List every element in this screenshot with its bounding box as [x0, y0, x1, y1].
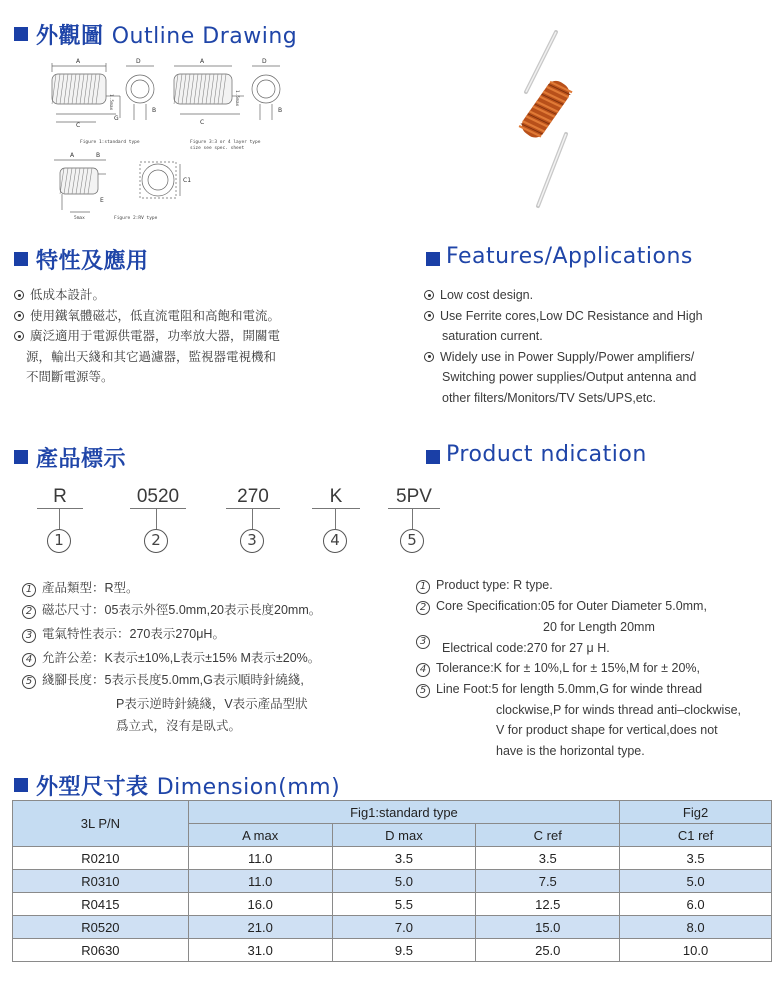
number-icon: 3 — [416, 635, 430, 649]
code-number-3: 3 — [240, 529, 264, 553]
feature-en-3: Widely use in Power Supply/Power amplifiers/ — [424, 347, 764, 368]
dimension-heading-cn: 外型尺寸表 — [36, 775, 149, 800]
code-number-5: 5 — [400, 529, 424, 553]
number-icon: 2 — [416, 601, 430, 615]
bullet-icon — [424, 352, 434, 362]
feature-cn-3: 廣泛適用于電源供電器，功率放大器，開關電 — [14, 326, 314, 347]
feature-cn-2: 使用鐵氧體磁芯，低直流電阻和高飽和電流。 — [14, 306, 314, 327]
naming-en-5: 5 Line Foot:5 for length 5.0mm,G for winde thread — [416, 682, 702, 698]
naming-cn-2: 2 磁芯尺寸：05表示外徑5.0mm,20表示長度20mm。 — [22, 600, 321, 619]
section-marker — [14, 27, 28, 41]
fig3-caption: Figure 3:3 or 4 layer type — [190, 140, 261, 145]
table-cell: R0310 — [13, 870, 189, 893]
bullet-icon — [14, 331, 24, 341]
fig2-caption: Figure 2:RV type — [114, 216, 158, 221]
features-heading-en: Features/Applications — [446, 244, 693, 269]
outline-heading — [36, 19, 297, 50]
table-cell: 5.5 — [332, 893, 476, 916]
table-cell: 3.5 — [620, 847, 772, 870]
code-part-5: 5PV — [388, 486, 440, 509]
table-cell: R0210 — [13, 847, 189, 870]
section-marker — [14, 252, 28, 266]
naming-en-5-cont3: have is the horizontal type. — [496, 744, 645, 758]
table-cell: 11.0 — [188, 847, 332, 870]
code-number-2: 2 — [144, 529, 168, 553]
table-row — [13, 893, 772, 916]
naming-cn-5-cont2: 爲立式，沒有是臥式。 — [116, 719, 242, 733]
features-list-cn — [14, 285, 314, 388]
table-cell: 9.5 — [332, 939, 476, 962]
outline-heading-en: Outline Drawing — [111, 24, 298, 49]
naming-en-1: 1 Product type: R type. — [416, 578, 553, 594]
naming-cn-5: 5 綫腳長度：5表示長度5.0mm,G表示順時針繞綫, — [22, 670, 304, 689]
feature-en-1: Low cost design. — [424, 285, 764, 306]
header-d-max: D max — [332, 824, 476, 847]
bullet-icon — [14, 290, 24, 300]
table-cell: R0415 — [13, 893, 189, 916]
naming-heading-en: Product ndication — [446, 442, 647, 467]
naming-cn-1: 1 產品類型：R型。 — [22, 578, 139, 597]
table-cell: 3.5 — [332, 847, 476, 870]
naming-en-2-cont: 20 for Length 20mm — [543, 620, 655, 634]
table-cell: 10.0 — [620, 939, 772, 962]
table-cell: 16.0 — [188, 893, 332, 916]
label-c1: C1 — [183, 177, 192, 184]
naming-en-2: 2 Core Specification:05 for Outer Diameter 5.0mm, — [416, 599, 707, 615]
table-cell: 11.0 — [188, 870, 332, 893]
number-icon: 2 — [22, 605, 36, 619]
code-part-4: K — [312, 486, 360, 509]
table-cell: R0630 — [13, 939, 189, 962]
number-icon: 3 — [22, 629, 36, 643]
feature-en-3-cont: Switching power supplies/Output antenna and — [442, 370, 697, 384]
table-cell: 21.0 — [188, 916, 332, 939]
label-b2: B — [278, 107, 283, 114]
features-list-en — [424, 285, 764, 408]
header-c1-ref: C1 ref — [620, 824, 772, 847]
label-e: E — [100, 197, 104, 204]
table-cell: 5.0 — [332, 870, 476, 893]
header-a-max: A max — [188, 824, 332, 847]
table-cell: 7.0 — [332, 916, 476, 939]
naming-cn-4: 4 允許公差：K表示±10%,L表示±15% M表示±20%。 — [22, 648, 320, 667]
outline-heading-cn: 外觀圖 — [36, 24, 104, 49]
bullet-icon — [424, 290, 434, 300]
label-1-5max: 1.5max — [108, 94, 113, 111]
leader-line — [335, 509, 336, 529]
dimension-heading-en: Dimension(mm) — [156, 775, 341, 800]
feature-en-2-cont: saturation current. — [442, 329, 543, 343]
label-c2: C — [200, 119, 205, 126]
inductor-photo — [500, 30, 590, 210]
dimension-table — [12, 800, 772, 962]
feature-en-2: Use Ferrite cores,Low DC Resistance and High — [424, 306, 764, 327]
leader-line — [59, 509, 60, 529]
section-marker — [426, 450, 440, 464]
bullet-icon — [424, 311, 434, 321]
table-cell: 12.5 — [476, 893, 620, 916]
features-heading-cn: 特性及應用 — [36, 249, 149, 274]
header-c-ref: C ref — [476, 824, 620, 847]
label-a2: A — [200, 58, 205, 65]
section-marker — [14, 778, 28, 792]
code-part-3: 270 — [226, 486, 280, 509]
table-cell: 25.0 — [476, 939, 620, 962]
label-a: A — [76, 58, 81, 65]
number-icon: 1 — [22, 583, 36, 597]
table-cell: 7.5 — [476, 870, 620, 893]
label-d: D — [136, 58, 141, 65]
table-cell: 8.0 — [620, 916, 772, 939]
naming-cn-3: 3 電氣特性表示：270表示270μH。 — [22, 624, 225, 643]
naming-en-5-cont: clockwise,P for winds thread anti–clockwise, — [496, 703, 742, 717]
table-row — [13, 870, 772, 893]
outline-drawing — [40, 52, 300, 228]
number-icon: 1 — [416, 580, 430, 594]
table-cell: 6.0 — [620, 893, 772, 916]
table-row — [13, 847, 772, 870]
table-cell: 5.0 — [620, 870, 772, 893]
code-part-1: R — [37, 486, 83, 509]
fig3-caption-2: size see spec. sheet — [190, 146, 245, 151]
label-d2: D — [262, 58, 267, 65]
code-number-1: 1 — [47, 529, 71, 553]
table-cell: 31.0 — [188, 939, 332, 962]
leader-line — [252, 509, 253, 529]
number-icon: 5 — [22, 675, 36, 689]
label-1-5max-2: 1.5max — [234, 90, 239, 107]
table-cell: 15.0 — [476, 916, 620, 939]
table-cell: 3.5 — [476, 847, 620, 870]
code-number-4: 4 — [323, 529, 347, 553]
number-icon: 5 — [416, 684, 430, 698]
feature-en-3-cont2: other filters/Monitors/TV Sets/UPS,etc. — [442, 390, 656, 405]
header-pn: 3L P/N — [13, 801, 189, 847]
naming-en-3: Electrical code:270 for 27 μ H. — [442, 641, 610, 655]
table-header-row — [13, 801, 772, 824]
feature-cn-1: 低成本設計。 — [14, 285, 314, 306]
label-a3: A — [70, 152, 75, 159]
naming-en-5-cont2: V for product shape for vertical,does not — [496, 723, 718, 737]
number-icon: 4 — [416, 663, 430, 677]
leader-line — [156, 509, 157, 529]
table-row — [13, 916, 772, 939]
header-group-fig2: Fig2 — [620, 801, 772, 824]
number-icon: 4 — [22, 653, 36, 667]
label-5max: 5max — [74, 216, 85, 221]
label-c: C — [76, 122, 81, 129]
feature-cn-3-cont: 源，輸出天綫和其它過濾器，監視器電視機和 — [26, 349, 277, 364]
section-marker — [14, 450, 28, 464]
label-b: B — [152, 107, 157, 114]
leader-line — [412, 509, 413, 529]
naming-cn-5-cont: P表示逆時針繞綫，V表示產品型狀 — [116, 697, 308, 711]
naming-heading-cn: 產品標示 — [36, 447, 127, 472]
code-part-2: 0520 — [130, 486, 186, 509]
table-row — [13, 939, 772, 962]
dimension-heading — [36, 770, 340, 801]
fig1-caption: Figure 1:standard type — [80, 140, 140, 145]
naming-en-4: 4 Tolerance:K for ± 10%,L for ± 15%,M for ± 20%, — [416, 661, 700, 677]
table-cell: R0520 — [13, 916, 189, 939]
feature-cn-3-cont2: 不間斷電源等。 — [26, 370, 114, 384]
header-group-fig1: Fig1:standard type — [188, 801, 619, 824]
label-g: G — [114, 115, 119, 122]
label-b3: B — [96, 152, 101, 159]
section-marker — [426, 252, 440, 266]
naming-en-3-num — [416, 633, 436, 649]
bullet-icon — [14, 311, 24, 321]
